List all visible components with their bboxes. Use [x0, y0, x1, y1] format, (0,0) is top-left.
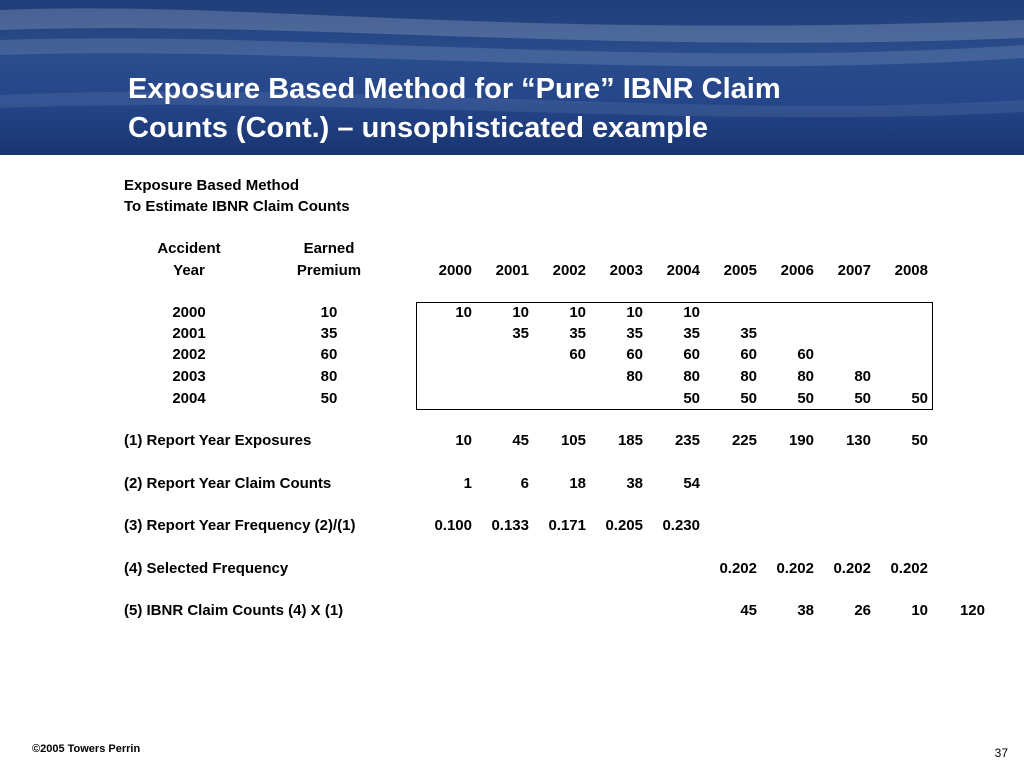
summary-row-label: (1) Report Year Exposures: [124, 432, 312, 449]
table-heading-line-1: Exposure Based Method: [124, 177, 300, 194]
exposure-cell: 10: [455, 304, 472, 321]
summary-cell: 45: [512, 432, 529, 449]
premium-header: Premium: [296, 262, 362, 279]
accident-year-cell: 2004: [172, 390, 206, 407]
report-year-header: 2000: [438, 262, 472, 279]
table-heading-line-2: To Estimate IBNR Claim Counts: [124, 198, 350, 215]
summary-cell: 38: [626, 475, 643, 492]
report-year-header: 2006: [780, 262, 814, 279]
summary-cell: 0.202: [833, 560, 871, 577]
exposure-cell: 60: [569, 346, 586, 363]
slide-title-line-1: Exposure Based Method for “Pure” IBNR Claim: [128, 73, 781, 105]
summary-cell: 18: [569, 475, 586, 492]
report-year-header: 2008: [894, 262, 928, 279]
summary-cell: 105: [560, 432, 586, 449]
summary-cell: 0.100: [434, 517, 472, 534]
exposure-cell: 60: [626, 346, 643, 363]
report-year-header: 2002: [552, 262, 586, 279]
summary-cell: 0.230: [662, 517, 700, 534]
summary-cell: 0.205: [605, 517, 643, 534]
accident-year-cell: 2003: [172, 368, 206, 385]
summary-cell: 26: [854, 602, 871, 619]
year-header: Year: [173, 262, 205, 279]
summary-cell: 54: [683, 475, 700, 492]
exposure-cell: 60: [683, 346, 700, 363]
accident-year-cell: 2000: [172, 304, 206, 321]
summary-cell: 1: [463, 475, 472, 492]
summary-cell: 50: [911, 432, 928, 449]
accident-year-cell: 2001: [172, 325, 206, 342]
summary-cell: 235: [674, 432, 700, 449]
exposure-cell: 80: [740, 368, 757, 385]
exposure-cell: 35: [740, 325, 757, 342]
exposure-cell: 10: [512, 304, 529, 321]
summary-cell: 38: [797, 602, 814, 619]
exposure-cell: 10: [626, 304, 643, 321]
exposure-cell: 10: [683, 304, 700, 321]
exposure-cell: 50: [740, 390, 757, 407]
exposure-cell: 80: [683, 368, 700, 385]
exposure-cell: 10: [569, 304, 586, 321]
summary-cell: 0.202: [719, 560, 757, 577]
page-number: 37: [994, 746, 1008, 760]
earned-premium-cell: 10: [320, 304, 338, 321]
report-year-header: 2001: [495, 262, 529, 279]
slide-title: [128, 70, 988, 148]
exposure-cell: 50: [797, 390, 814, 407]
exposure-cell: 80: [626, 368, 643, 385]
earned-premium-cell: 80: [320, 368, 338, 385]
summary-cell: 130: [845, 432, 871, 449]
exposure-cell: 80: [854, 368, 871, 385]
accident-year-cell: 2002: [172, 346, 206, 363]
summary-row-label: (5) IBNR Claim Counts (4) X (1): [124, 602, 344, 619]
summary-row-label: (2) Report Year Claim Counts: [124, 475, 332, 492]
report-year-header: 2007: [837, 262, 871, 279]
summary-cell: 0.202: [890, 560, 928, 577]
summary-cell: 45: [740, 602, 757, 619]
report-year-header: 2003: [609, 262, 643, 279]
exposure-cell: 80: [797, 368, 814, 385]
summary-cell: 190: [788, 432, 814, 449]
summary-cell: 10: [911, 602, 928, 619]
report-year-header: 2005: [723, 262, 757, 279]
earned-header: Earned: [303, 240, 355, 257]
exposure-cell: 35: [683, 325, 700, 342]
exposure-cell: 35: [626, 325, 643, 342]
copyright-footer: ©2005 Towers Perrin: [32, 743, 141, 755]
summary-cell: 0.171: [548, 517, 586, 534]
title-banner: [0, 0, 1024, 155]
summary-cell: 185: [617, 432, 643, 449]
exposure-cell: 35: [569, 325, 586, 342]
exposure-cell: 50: [854, 390, 871, 407]
slide-title-line-2: Counts (Cont.) – unsophisticated example: [128, 112, 709, 144]
summary-cell: 10: [455, 432, 472, 449]
accident-header: Accident: [157, 240, 221, 257]
exposure-cell: 60: [740, 346, 757, 363]
summary-row-label: (4) Selected Frequency: [124, 560, 289, 577]
earned-premium-cell: 35: [320, 325, 338, 342]
exposure-cell: 35: [512, 325, 529, 342]
summary-cell: 0.133: [491, 517, 529, 534]
summary-row-label: (3) Report Year Frequency (2)/(1): [124, 517, 356, 534]
summary-cell: 6: [520, 475, 529, 492]
summary-total-cell: 120: [959, 602, 985, 619]
exposure-cell: 60: [797, 346, 814, 363]
report-year-header: 2004: [666, 262, 700, 279]
earned-premium-cell: 50: [320, 390, 338, 407]
exposure-cell: 50: [911, 390, 928, 407]
summary-cell: 0.202: [776, 560, 814, 577]
earned-premium-cell: 60: [320, 346, 338, 363]
exposure-cell: 50: [683, 390, 700, 407]
summary-cell: 225: [731, 432, 757, 449]
